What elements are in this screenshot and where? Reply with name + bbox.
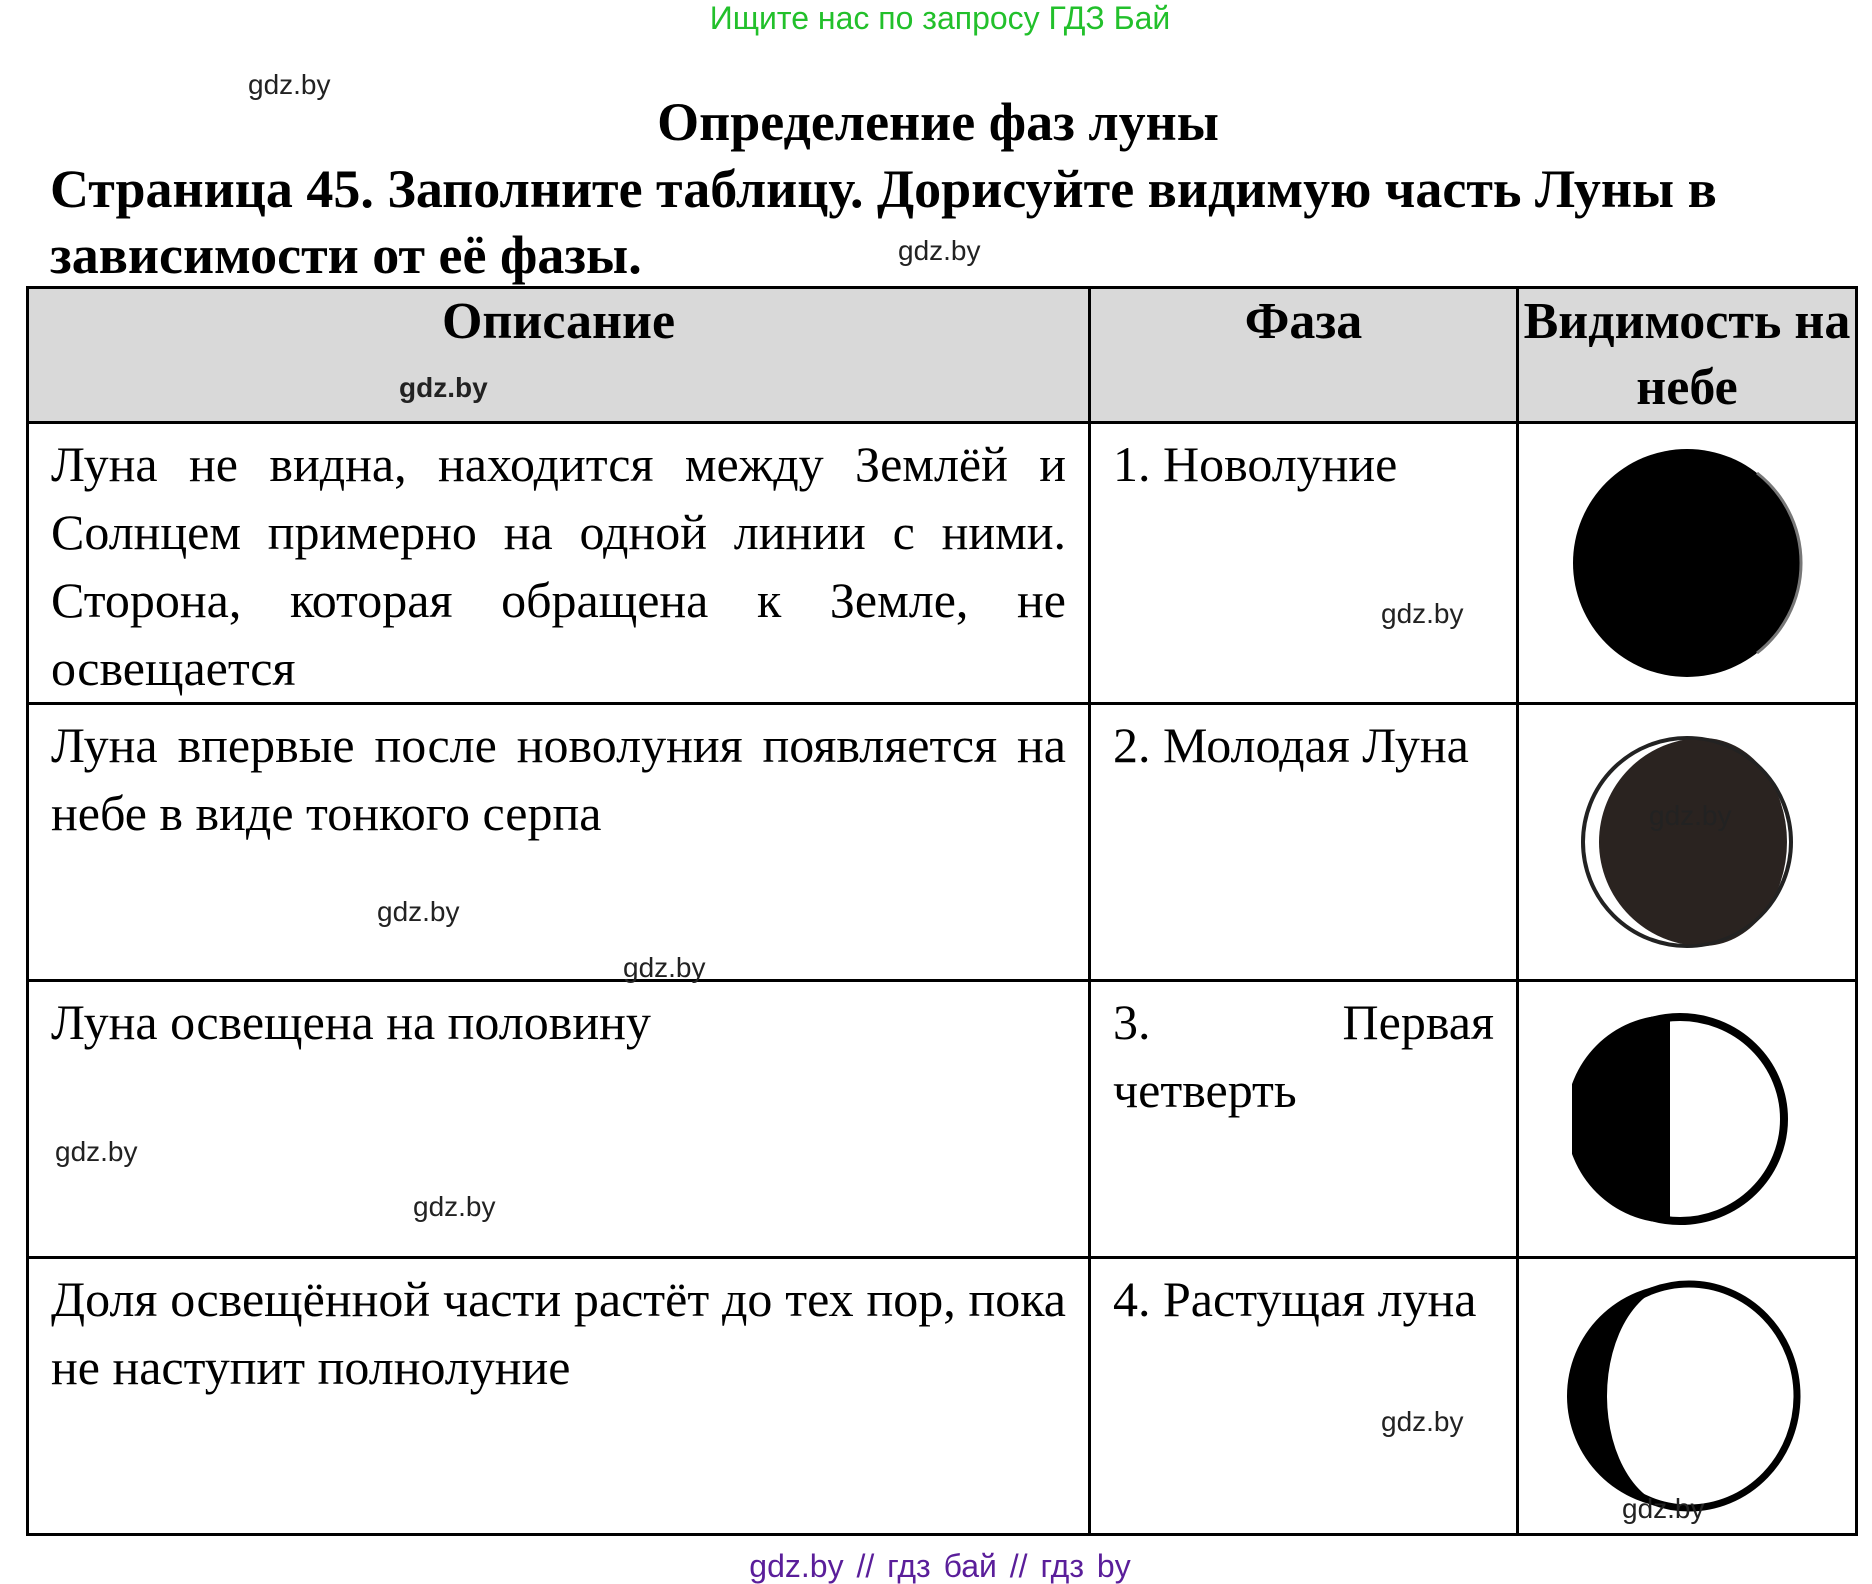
row-visibility	[1518, 981, 1857, 1258]
first-quarter-moon-icon	[1572, 1009, 1802, 1229]
table-header-row	[28, 288, 1857, 423]
row-description: Доля освещённой части растёт до тех пор, пока не наступит полнолуние	[28, 1258, 1090, 1535]
row-phase: 2. Молодая Луна	[1090, 704, 1518, 981]
waxing-gibbous-moon-icon	[1567, 1276, 1807, 1516]
row-description: Луна впервые после новолуния появляется на небе в виде тонкого серпа gdz.by gdz.by	[28, 704, 1090, 981]
watermark: gdz.by	[1622, 1493, 1705, 1524]
header-phase: Фаза	[1090, 288, 1518, 423]
row-visibility	[1518, 423, 1857, 704]
watermark: gdz.by	[1381, 598, 1464, 629]
watermark: gdz.by	[898, 235, 981, 266]
table-row	[28, 981, 1857, 1258]
row-phase: 4. Растущая луна gdz.by	[1090, 1258, 1518, 1535]
watermark: gdz.by	[413, 1191, 496, 1222]
watermark: gdz.by	[248, 69, 331, 100]
watermark: gdz.by	[623, 952, 706, 983]
row-description: Луна не видна, находится между Землёй и Солнцем примерно на одной линии с ними. Сторона, которая обращена к Земле, не освещается	[28, 423, 1090, 704]
page-title: Определение фаз луны	[657, 92, 1219, 152]
watermark: gdz.by	[377, 896, 460, 927]
row-visibility	[1518, 704, 1857, 981]
row-phase: 3. Первая четверть	[1090, 981, 1518, 1258]
watermark: gdz.by	[55, 1136, 138, 1167]
moon-phases-table	[26, 286, 1858, 1536]
task-instructions: Страница 45. Заполните таблицу. Дорисуйте видимую часть Луны в зависимости от её фазы.	[50, 159, 1717, 285]
table-row	[28, 1258, 1857, 1535]
new-moon-icon	[1567, 443, 1807, 683]
watermark: gdz.by	[1381, 1406, 1464, 1437]
table-row	[28, 423, 1857, 704]
row-description: Луна освещена на половину gdz.by gdz.by	[28, 981, 1090, 1258]
watermark: gdz.by	[399, 372, 488, 403]
promo-banner: Ищите нас по запросу ГДЗ Бай	[709, 0, 1171, 36]
young-moon-crescent-icon	[1577, 732, 1797, 952]
header-description: Описание gdz.by	[28, 288, 1090, 423]
header-visibility: Видимость на небе	[1518, 288, 1857, 423]
row-phase: 1. Новолуние gdz.by	[1090, 423, 1518, 704]
watermark: gdz.by	[1649, 800, 1732, 831]
footer-links: gdz.by // гдз бай // гдз by	[749, 1548, 1131, 1584]
table-row	[28, 704, 1857, 981]
